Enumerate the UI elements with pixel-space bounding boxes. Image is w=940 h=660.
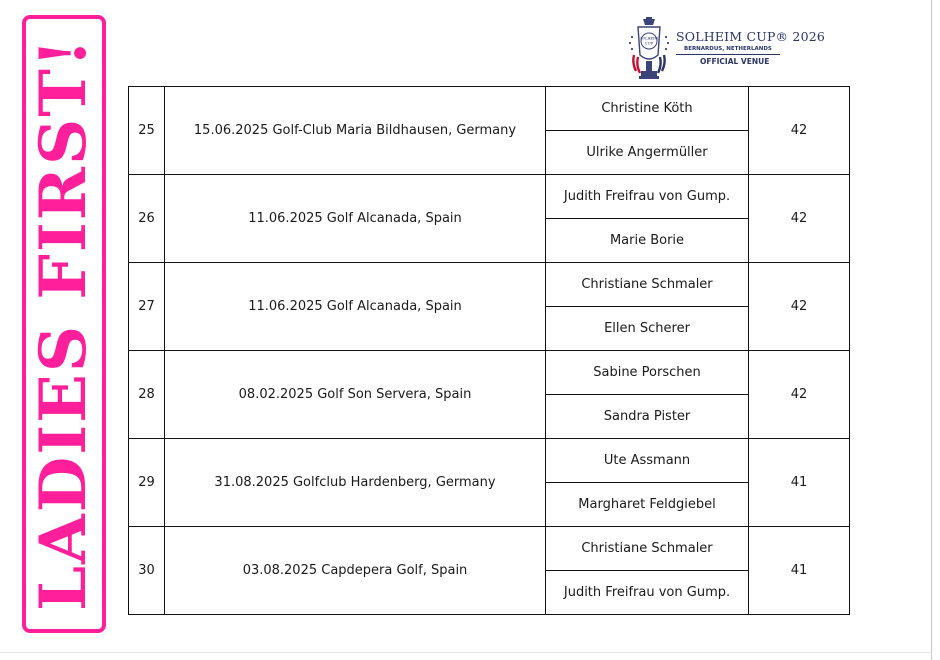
- rank-cell: 29: [129, 439, 165, 527]
- score-cell: 42: [749, 351, 850, 439]
- table-row: [129, 263, 850, 307]
- score-cell: 42: [749, 175, 850, 263]
- player-cell: Judith Freifrau von Gump.: [546, 175, 749, 219]
- emblem-text-top: SOLHEIM: [640, 36, 658, 41]
- page-edge-right: [931, 0, 932, 660]
- page-edge-bottom: [0, 652, 932, 653]
- player-cell: Christine Köth: [546, 87, 749, 131]
- logo-official-venue: OFFICIAL VENUE: [700, 57, 770, 66]
- player-cell: Christiane Schmaler: [546, 527, 749, 571]
- rank-cell: 30: [129, 527, 165, 615]
- logo-title: SOLHEIM CUP® 2026: [676, 29, 826, 44]
- logo-subtitle: BERNARDUS, NETHERLANDS: [684, 46, 772, 52]
- event-cell: 03.08.2025 Capdepera Golf, Spain: [165, 527, 546, 615]
- table-row: [129, 87, 850, 131]
- player-cell: Ulrike Angermüller: [546, 131, 749, 175]
- table-row: [129, 439, 850, 483]
- player-cell: Judith Freifrau von Gump.: [546, 571, 749, 615]
- player-cell: Christiane Schmaler: [546, 263, 749, 307]
- player-cell: Sandra Pister: [546, 395, 749, 439]
- score-cell: 42: [749, 87, 850, 175]
- score-cell: 41: [749, 439, 850, 527]
- table-row: [129, 351, 850, 395]
- solheim-cup-trophy-icon: [624, 17, 674, 83]
- results-table: [128, 86, 850, 615]
- player-cell: Margharet Feldgiebel: [546, 483, 749, 527]
- player-cell: Ute Assmann: [546, 439, 749, 483]
- ladies-first-banner: [22, 15, 106, 633]
- event-cell: 11.06.2025 Golf Alcanada, Spain: [165, 263, 546, 351]
- rank-cell: 26: [129, 175, 165, 263]
- logo-divider: [676, 54, 780, 55]
- event-cell: 31.08.2025 Golfclub Hardenberg, Germany: [165, 439, 546, 527]
- score-cell: 42: [749, 263, 850, 351]
- solheim-cup-logo: [624, 17, 826, 83]
- rank-cell: 27: [129, 263, 165, 351]
- player-cell: Ellen Scherer: [546, 307, 749, 351]
- rank-cell: 28: [129, 351, 165, 439]
- banner-text: LADIES FIRST!: [26, 37, 101, 611]
- player-cell: Sabine Porschen: [546, 351, 749, 395]
- event-cell: 15.06.2025 Golf-Club Maria Bildhausen, Germany: [165, 87, 546, 175]
- event-cell: 08.02.2025 Golf Son Servera, Spain: [165, 351, 546, 439]
- emblem-text-bottom: CUP: [644, 40, 654, 46]
- event-cell: 11.06.2025 Golf Alcanada, Spain: [165, 175, 546, 263]
- table-row: [129, 527, 850, 571]
- rank-cell: 25: [129, 87, 165, 175]
- player-cell: Marie Borie: [546, 219, 749, 263]
- score-cell: 41: [749, 527, 850, 615]
- table-row: [129, 175, 850, 219]
